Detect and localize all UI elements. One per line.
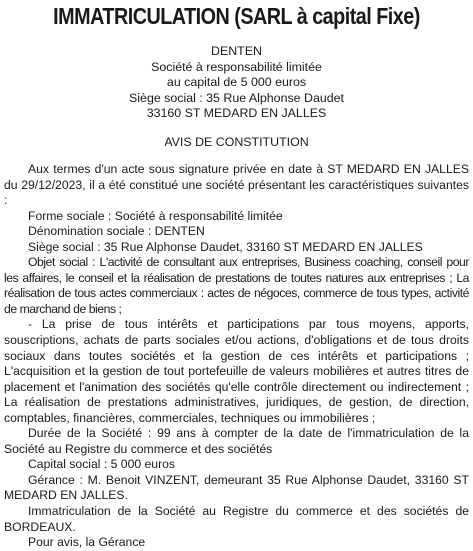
company-form: Société à responsabilité limitée <box>151 59 322 74</box>
notice-body <box>4 162 469 551</box>
paragraph-management: Gérance : M. Benoit VINZENT, demeurant 35 Rue Alphonse Daudet, 33160 ST MEDARD EN JALLES. <box>4 472 469 503</box>
paragraph-signature: Pour avis, la Gérance <box>28 535 146 550</box>
company-address: Siège social : 35 Rue Alphonse Daudet <box>129 90 344 105</box>
company-name: DENTEN <box>211 44 262 58</box>
notice-title: AVIS DE CONSTITUTION <box>164 135 309 149</box>
company-city: 33160 ST MEDARD EN JALLES <box>146 106 327 120</box>
paragraph-intro: Aux termes d'un acte sous signature privée en date à ST MEDARD EN JALLES du 29/12/2023, il a été constitué une société présentant les caractéristiques suivantes : <box>4 162 469 208</box>
paragraph-capital: Capital social : 5 000 euros <box>28 457 176 472</box>
notice-heading: IMMATRICULATION (SARL à capital Fixe) <box>53 3 420 29</box>
paragraph-purpose: Objet social : L'activité de consultant aux entreprises, Business coaching, conseil pour les affaires, le conseil et la réalisation de prestations de toutes natures aux entreprises ; La réalisation de tous actes commerciaux : actes de négoces, commerce de tous types, activité de marchand de biens ; <box>4 255 469 316</box>
paragraph-form: Forme sociale : Société à responsabilité limitée <box>28 208 283 223</box>
paragraph-purpose-continued: - La prise de tous intérêts et participations par tous moyens, apports, souscriptions, achats de parts sociales et/ou actions, d'obligations et de tous droits sociaux dans toutes sociétés et la gestion de ces intérêts et participations ; L'acquisition et la gestion de tout portefeuille de valeurs mobilières et autres titres de placement et l'animation des sociétés qu'elle contrôle directement ou indirectement ; La réalisation de prestations administratives, juridiques, de gestion, de direction, comptables, financières, commerciales, techniques ou immobilières ; <box>4 317 469 425</box>
paragraph-duration: Durée de la Société : 99 ans à compter de la date de l'immatriculation de la Société au Registre du commerce et des sociétés <box>4 426 469 456</box>
paragraph-name: Dénomination sociale : DENTEN <box>28 224 205 239</box>
company-capital: au capital de 5 000 euros <box>166 75 307 89</box>
paragraph-seat: Siège social : 35 Rue Alphonse Daudet, 33160 ST MEDARD EN JALLES <box>28 239 423 254</box>
paragraph-registration: Immatriculation de la Société au Registre du commerce et des sociétés de BORDEAUX. <box>4 504 469 534</box>
